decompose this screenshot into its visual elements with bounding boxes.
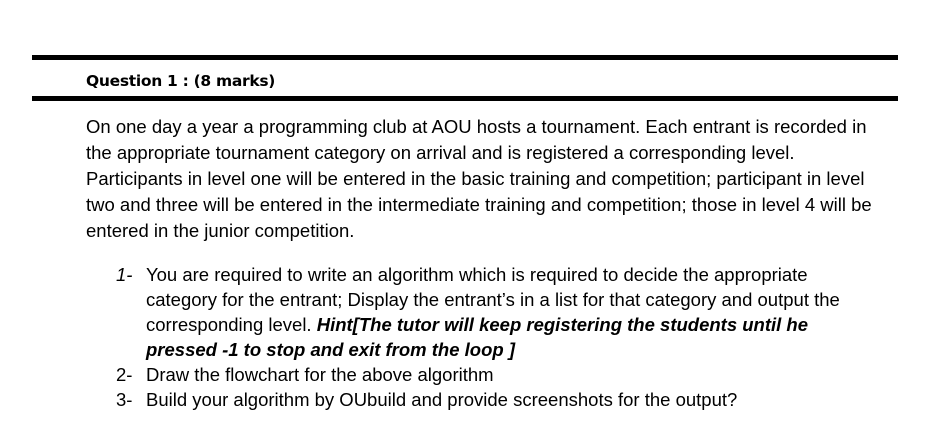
list-item-text: Build your algorithm by OUbuild and provide screenshots for the output? [146,389,738,410]
question-title: Question 1 : (8 marks) [86,72,276,90]
list-item-number: 3- [116,389,133,410]
list-item-number: 2- [116,364,133,385]
list-item-number: 1- [116,264,133,285]
list-item [116,262,876,362]
list-item-text: Draw the flowchart for the above algorithm [146,364,494,385]
bottom-rule [32,96,898,101]
hint-text: Hint[The tutor will keep registering the students until he pressed -1 to stop and exit from the loop ] [146,314,809,360]
list-item-content [146,262,876,362]
list-item [116,362,876,387]
top-rule [32,55,898,60]
list-item [116,387,876,412]
list-item-text: You are required to write an algorithm which is required to decide the appropriate category for the entrant; Display the entrant’s in a list for that category and output the corresponding level. [146,264,840,335]
question-paragraph: On one day a year a programming club at AOU hosts a tournament. Each entrant is recorded in the appropriate tournament category on arrival and is registered a corresponding level. Participants in level one will be entered in the basic training and competition; participant in level two and three will be entered in the intermediate training and competition; those in level 4 will be entered in the junior competition. [86,116,872,241]
task-list [116,262,876,412]
